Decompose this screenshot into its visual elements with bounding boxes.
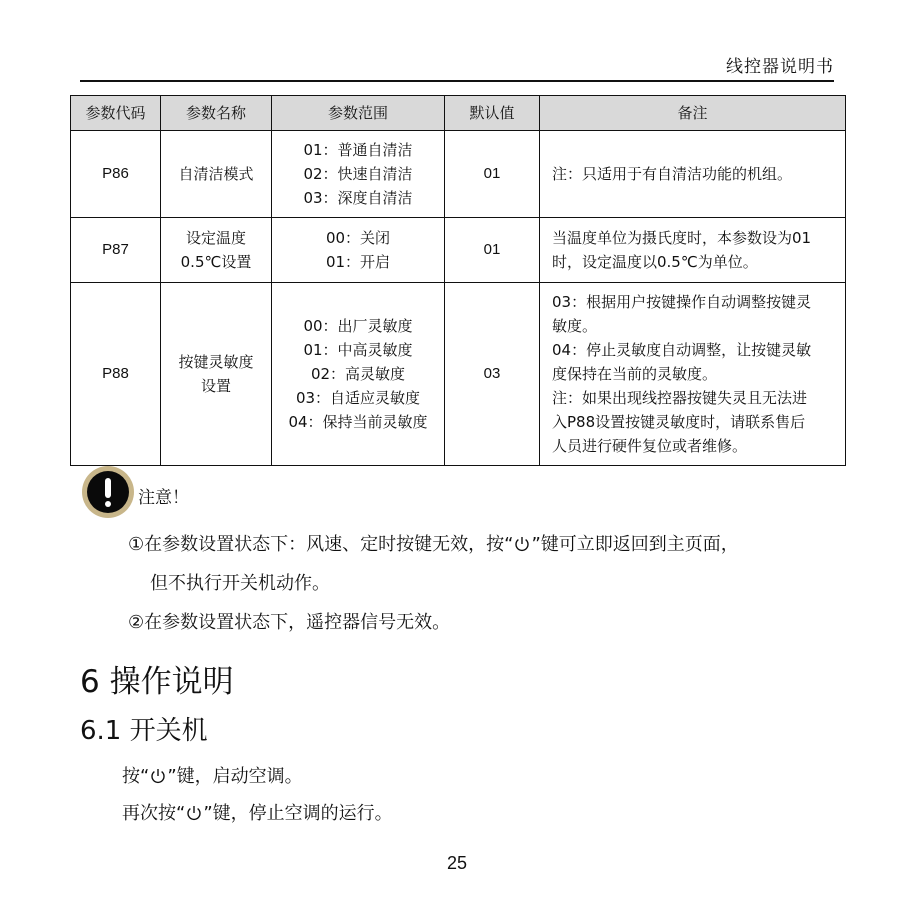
note-line: 注：只适用于有自清洁功能的机组。 [552, 165, 793, 183]
power-on-line [122, 762, 303, 788]
notice-item-2: ②在参数设置状态下，遥控器信号无效。 [128, 612, 451, 633]
note-line: 度保持在当前的灵敏度。 [552, 365, 718, 383]
range-option: 02：高灵敏度 [310, 365, 406, 383]
column-header-note: 备注 [540, 96, 846, 131]
column-header-range: 参数范围 [272, 96, 445, 131]
range-option: 03：自适应灵敏度 [295, 389, 421, 407]
note-line: 时，设定温度以0.5℃为单位。 [552, 253, 758, 271]
param-name [161, 131, 272, 218]
power-icon [186, 805, 202, 821]
param-range [272, 218, 445, 283]
param-default: 03 [445, 283, 540, 466]
header-rule [80, 80, 834, 82]
param-note [540, 131, 846, 218]
param-note [540, 218, 846, 283]
notice-text: ”键可立即返回到主页面， [531, 534, 739, 555]
param-code: P86 [71, 131, 161, 218]
param-code: P87 [71, 218, 161, 283]
column-header-code: 参数代码 [71, 96, 161, 131]
table-row-p87 [71, 218, 846, 283]
note-line: 入P88设置按键灵敏度时，请联系售后 [552, 413, 806, 431]
parameter-table [70, 95, 846, 466]
param-note [540, 283, 846, 466]
param-name-line: 设定温度 [185, 229, 246, 247]
column-header-name: 参数名称 [161, 96, 272, 131]
range-option: 03：深度自清洁 [303, 189, 413, 207]
body-text: 按“ [122, 766, 150, 787]
page-number: 25 [446, 853, 468, 873]
range-option: 01：普通自清洁 [303, 141, 413, 159]
param-range [272, 131, 445, 218]
range-option: 04：保持当前灵敏度 [288, 413, 428, 431]
note-line: 敏度。 [552, 317, 598, 335]
section-title: 6 操作说明 [80, 664, 234, 700]
param-default: 01 [445, 131, 540, 218]
body-text: ”键，启动空调。 [167, 766, 303, 787]
header-title: 线控器说明书 [726, 57, 834, 77]
table-row-p88 [71, 283, 846, 466]
param-range [272, 283, 445, 466]
param-name [161, 283, 272, 466]
range-option: 00：关闭 [325, 229, 391, 247]
param-name [161, 218, 272, 283]
table-row-p86 [71, 131, 846, 218]
body-text: 再次按“ [122, 803, 186, 824]
param-name-line: 0.5℃设置 [180, 253, 252, 271]
notice-text: ①在参数设置状态下：风速、定时按键无效，按“ [128, 534, 514, 555]
notice-label: 注意！ [138, 488, 189, 508]
note-line: 04：停止灵敏度自动调整，让按键灵敏 [552, 341, 812, 359]
table-header-row [71, 96, 846, 131]
range-option: 01：开启 [325, 253, 391, 271]
column-header-default: 默认值 [445, 96, 540, 131]
note-line: 人员进行硬件复位或者维修。 [552, 437, 748, 455]
body-text: ”键，停止空调的运行。 [203, 803, 393, 824]
power-icon [150, 768, 166, 784]
param-name-line: 按键灵敏度 [178, 353, 254, 371]
note-line: 当温度单位为摄氏度时，本参数设为01 [552, 229, 812, 247]
range-option: 02：快速自清洁 [303, 165, 413, 183]
param-code: P88 [71, 283, 161, 466]
param-name-line: 自清洁模式 [178, 165, 254, 183]
power-icon [514, 536, 530, 552]
subsection-title: 6.1 开关机 [80, 716, 208, 746]
range-option: 01：中高灵敏度 [303, 341, 413, 359]
power-off-line [122, 799, 393, 825]
note-line: 03：根据用户按键操作自动调整按键灵 [552, 293, 812, 311]
notice-item-1-continued: 但不执行开关机动作。 [150, 573, 330, 594]
notice-item-1 [128, 530, 739, 556]
param-default: 01 [445, 218, 540, 283]
param-name-line: 设置 [200, 377, 231, 395]
range-option: 00：出厂灵敏度 [303, 317, 413, 335]
warning-icon [82, 466, 134, 518]
note-line: 注：如果出现线控器按键失灵且无法进 [552, 389, 808, 407]
